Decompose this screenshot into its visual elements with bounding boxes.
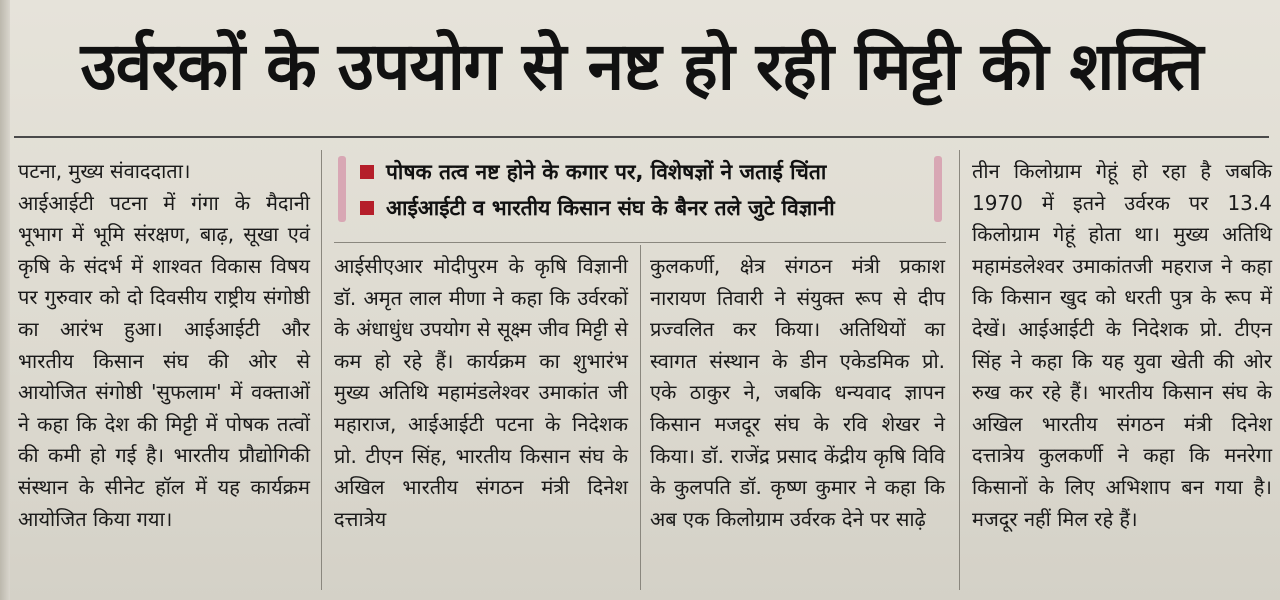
subheadline-text: पोषक तत्व नष्ट होने के कगार पर, विशेषज्ञों ने जताई चिंता — [386, 160, 827, 184]
column-divider — [321, 150, 322, 590]
bullet-square-icon — [360, 201, 374, 215]
column-divider — [640, 245, 641, 590]
headline-divider — [14, 136, 1269, 138]
article-column-3: कुलकर्णी, क्षेत्र संगठन मंत्री प्रकाश नारायण तिवारी ने संयुक्त रूप से दीप प्रज्वलित कर किया। अतिथियों का स्वागत संस्थान के डीन एकेडमिक प्रो. एके ठाकुर ने, जबकि धन्यवाद ज्ञापन किसान मजदूर संघ के रवि शेखर ने किया। डॉ. राजेंद्र प्रसाद केंद्रीय कृषि विवि के कुलपति डॉ. कृष्ण कुमार ने कहा कि अब एक किलोग्राम उर्वरक देने पर साढ़े — [650, 254, 945, 531]
subhead-bracket-left — [338, 156, 346, 222]
article-column-2: आईसीएआर मोदीपुरम के कृषि विज्ञानी डॉ. अमृत लाल मीणा ने कहा कि उर्वरकों के अंधाधुंध उपयोग से सूक्ष्म जीव मिट्टी से कम हो रहे हैं। कार्यक्रम का शुभारंभ मुख्य अतिथि महामंडलेश्वर उमाकांत जी महाराज, आईआईटी पटना के निदेशक प्रो. टीएन सिंह, भारतीय किसान संघ के अखिल भारतीय संगठन मंत्री दिनेश दत्तात्रेय — [334, 254, 628, 531]
article-column-4: तीन किलोग्राम गेहूं हो रहा है जबकि 1970 में इतने उर्वरक पर 13.4 किलोग्राम गेहूं होता था। मुख्य अतिथि महामंडलेश्वर उमाकांतजी महराज ने कहा कि किसान खुद को धरती पुत्र के रूप में देखें। आईआईटी के निदेशक प्रो. टीएन सिंह ने कहा कि यह युवा खेती की ओर रुख कर रहे हैं। भारतीय किसान संघ के अखिल भारतीय संगठन मंत्री दिनेश दत्तात्रेय कुलकर्णी ने कहा कि मनरेगा किसानों के लिए अभिशाप बन गया है। मजदूर नहीं मिल रहे हैं। — [972, 159, 1272, 531]
subheadline-1 — [360, 158, 826, 186]
subheadline-box — [338, 150, 942, 230]
subheadline-2 — [360, 194, 835, 222]
subheadline-divider — [334, 242, 946, 243]
article-column-1: पटना, मुख्य संवाददाता। आईआईटी पटना में गंगा के मैदानी भूभाग में भूमि संरक्षण, बाढ़, सूखा एवं कृषि के संदर्भ में शाश्वत विकास विषय पर गुरुवार को दो दिवसीय राष्ट्रीय संगोष्ठी का आरंभ हुआ। आईआईटी और भारतीय किसान संघ की ओर से आयोजित संगोष्ठी 'सुफलाम' में वक्ताओं ने कहा कि देश की मिट्टी में पोषक तत्वों की कमी हो गई है। भारतीय प्रौद्योगिकी संस्थान के सीनेट हॉल में यह कार्यक्रम आयोजित किया गया। — [18, 159, 310, 531]
subhead-bracket-right — [934, 156, 942, 222]
subheadline-text: आईआईटी व भारतीय किसान संघ के बैनर तले जुटे विज्ञानी — [386, 196, 835, 220]
paper-edge — [0, 0, 10, 600]
headline: उर्वरकों के उपयोग से नष्ट हो रही मिट्टी की शक्ति — [80, 28, 1203, 105]
bullet-square-icon — [360, 165, 374, 179]
column-divider — [959, 150, 960, 590]
